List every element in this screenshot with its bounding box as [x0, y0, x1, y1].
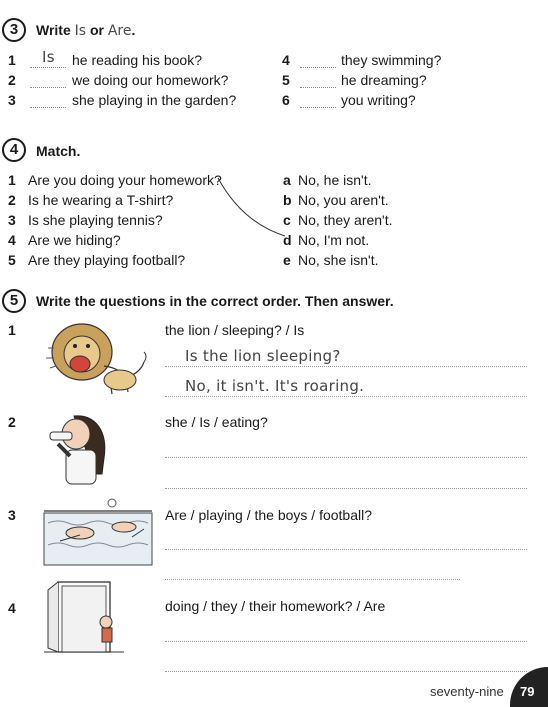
ex4-c-text: No, they aren't. — [298, 212, 393, 228]
ex3-item-5-text: he dreaming? — [341, 72, 427, 88]
ex5-item-4-line-2[interactable] — [165, 670, 527, 672]
exercise-3-title — [36, 22, 135, 39]
ex5-item-3-line-1[interactable] — [165, 548, 527, 550]
ex5-item-1-number: 1 — [8, 322, 16, 338]
ex3-item-4-text: they swimming? — [341, 52, 442, 68]
ex5-item-1-answer-2: No, it isn't. It's roaring. — [185, 377, 365, 395]
ex4-q2-number: 2 — [8, 192, 16, 208]
title-or: or — [86, 22, 108, 38]
exercise-4-number: 4 — [2, 138, 26, 162]
ex4-q1-text: Are you doing your homework? — [28, 172, 222, 188]
title-are: Are — [107, 23, 132, 39]
ex5-item-2-number: 2 — [8, 414, 16, 430]
ex4-e-text: No, she isn't. — [298, 252, 379, 268]
ex3-blank-1[interactable] — [30, 66, 66, 68]
ex5-item-2-line-2[interactable] — [165, 487, 527, 489]
ex3-item-1-number: 1 — [8, 52, 16, 68]
ex4-q3-text: Is she playing tennis? — [28, 212, 163, 228]
ex3-blank-3[interactable] — [30, 106, 66, 108]
ex4-b-text: No, you aren't. — [298, 192, 389, 208]
open-door-picture — [42, 578, 126, 656]
ex5-item-3-prompt: Are / playing / the boys / football? — [165, 507, 373, 523]
ex3-item-1-text: he reading his book? — [72, 52, 202, 68]
ex4-c-letter: c — [283, 212, 291, 228]
ex4-d-text: No, I'm not. — [298, 232, 370, 248]
ex4-q5-text: Are they playing football? — [28, 252, 186, 268]
ex4-a-text: No, he isn't. — [298, 172, 372, 188]
ex4-b-letter: b — [283, 192, 292, 208]
ex4-q3-number: 3 — [8, 212, 16, 228]
title-dot: . — [131, 22, 136, 38]
ex4-q4-text: Are we hiding? — [28, 232, 121, 248]
ex3-item-4-number: 4 — [282, 52, 290, 68]
exercise-5-title: Write the questions in the correct order. Then answer. — [36, 293, 394, 309]
ex3-item-2-text: we doing our homework? — [72, 72, 229, 88]
title-write: Write — [36, 22, 75, 38]
ex4-q2-text: Is he wearing a T-shirt? — [28, 192, 174, 208]
title-is: Is — [74, 23, 87, 39]
ex4-q1-number: 1 — [8, 172, 16, 188]
ex5-item-1-answer-1: Is the lion sleeping? — [185, 347, 341, 365]
ex3-blank-4[interactable] — [300, 66, 336, 68]
ex4-e-letter: e — [283, 252, 291, 268]
ex5-item-1-line-2[interactable] — [165, 395, 527, 397]
ex3-example-answer: Is — [42, 48, 55, 66]
ex5-item-4-line-1[interactable] — [165, 640, 527, 642]
ex5-item-2-prompt: she / Is / eating? — [165, 414, 268, 430]
ex5-item-2-line-1[interactable] — [165, 456, 527, 458]
page-number: 79 — [520, 684, 535, 699]
ex4-d-letter: d — [283, 232, 292, 248]
exercise-4-title: Match. — [36, 143, 81, 159]
ex3-blank-6[interactable] — [300, 106, 336, 108]
ex3-item-3-number: 3 — [8, 92, 16, 108]
ex4-a-letter: a — [283, 172, 291, 188]
ex5-item-1-prompt: the lion / sleeping? / Is — [165, 322, 305, 338]
page-word: seventy-nine — [430, 684, 504, 699]
ex5-item-3-number: 3 — [8, 507, 16, 523]
exercise-5-number: 5 — [2, 289, 26, 313]
ex4-q5-number: 5 — [8, 252, 16, 268]
ex3-item-6-text: you writing? — [341, 92, 416, 108]
ex4-q4-number: 4 — [8, 232, 16, 248]
ex5-item-4-number: 4 — [8, 600, 16, 616]
ex3-blank-2[interactable] — [30, 86, 66, 88]
girl-eating-picture — [44, 410, 116, 488]
ex3-item-3-text: she playing in the garden? — [72, 92, 237, 108]
ex3-item-6-number: 6 — [282, 92, 290, 108]
boys-swimming-picture — [42, 497, 154, 569]
ex3-item-5-number: 5 — [282, 72, 290, 88]
roaring-lion-picture — [40, 318, 152, 400]
ex5-item-1-line-1[interactable] — [165, 365, 527, 367]
exercise-3-number: 3 — [2, 18, 26, 42]
ex5-item-3-line-2[interactable] — [165, 578, 460, 580]
ex3-blank-5[interactable] — [300, 86, 336, 88]
ex5-item-4-prompt: doing / they / their homework? / Are — [165, 598, 386, 614]
ex3-item-2-number: 2 — [8, 72, 16, 88]
